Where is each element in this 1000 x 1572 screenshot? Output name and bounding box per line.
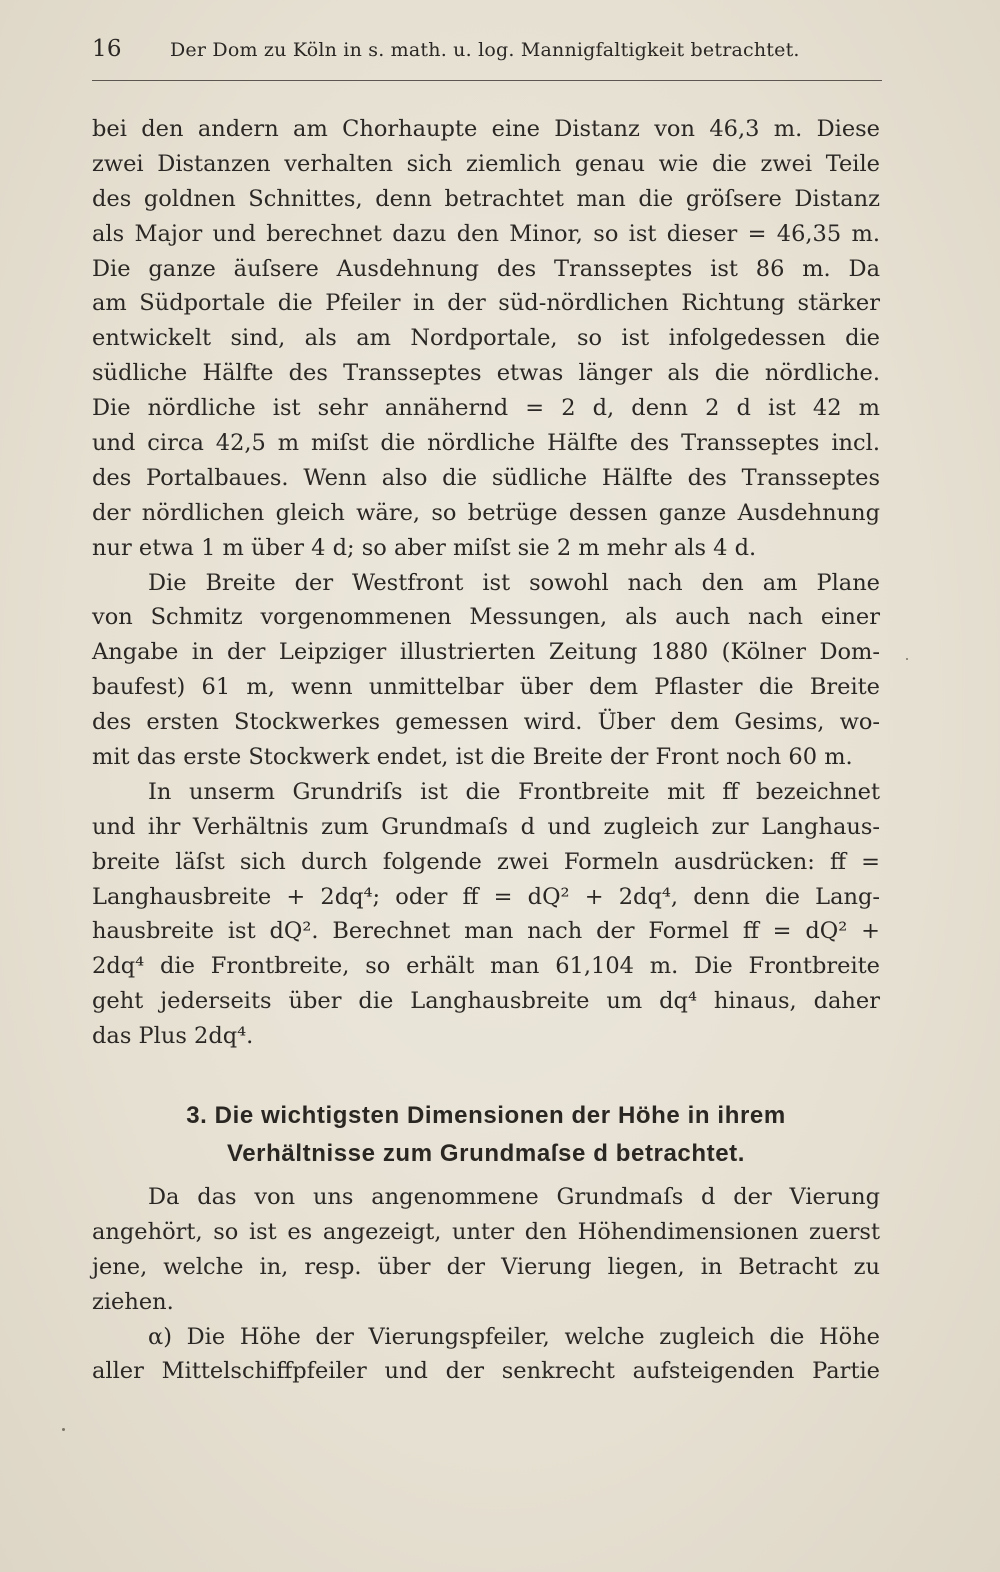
text-line: ziehen. — [92, 1288, 174, 1315]
text-line: am Südportale die Pfeiler in der süd-nördlichen Richtung stärker — [92, 290, 880, 317]
section-heading-line: Verhältnisse zum Grundmaſse d betrachtet. — [226, 1140, 746, 1167]
paper-speck — [906, 658, 908, 660]
text-line: Die nördliche ist sehr annähernd = 2 d, denn 2 d ist 42 m — [92, 395, 880, 422]
text-line: 2dq⁴ die Frontbreite, so erhält man 61,104 m. Die Frontbreite — [92, 953, 880, 980]
text-line: baufest) 61 m, wenn unmittelbar über dem Pflaster die Breite — [92, 674, 880, 701]
text-line: aller Mittelschiffpfeiler und der senkrecht aufsteigenden Partie — [92, 1358, 880, 1385]
text-line: zwei Distanzen verhalten sich ziemlich genau wie die zwei Teile — [92, 150, 880, 177]
text-line: entwickelt sind, als am Nordportale, so ist infolgedessen die — [92, 325, 880, 352]
text-line: und ihr Verhältnis zum Grundmaſs d und zugleich zur Langhaus- — [92, 813, 880, 840]
text-line: Die Breite der Westfront ist sowohl nach den am Plane — [148, 569, 880, 596]
text-line: des Portalbaues. Wenn also die südliche Hälfte des Transseptes — [92, 464, 880, 491]
text-line: als Major und berechnet dazu den Minor, so ist dieser = 46,35 m. — [92, 220, 880, 247]
text-line: bei den andern am Chorhaupte eine Distanz von 46,3 m. Diese — [92, 116, 880, 142]
text-line: Angabe in der Leipziger illustrierten Zeitung 1880 (Kölner Dom- — [92, 639, 880, 666]
paper-speck — [62, 1428, 65, 1431]
text-line: nur etwa 1 m über 4 d; so aber miſst sie 2 m mehr als 4 d. — [92, 534, 757, 561]
text-line: das Plus 2dq⁴. — [92, 1023, 254, 1050]
text-line: von Schmitz vorgenommenen Messungen, als auch nach einer — [92, 604, 880, 631]
running-title: Der Dom zu Köln in s. math. u. log. Mannigfaltigkeit betrachtet. — [170, 39, 800, 61]
text-line: südliche Hälfte des Transseptes etwas länger als die nördliche. — [92, 360, 880, 387]
text-line: des goldnen Schnittes, denn betrachtet man die gröſsere Distanz — [92, 185, 880, 212]
text-line: und circa 42,5 m miſst die nördliche Hälfte des Transseptes incl. — [92, 430, 880, 457]
body-text-section-2 — [92, 112, 880, 1054]
text-line: Langhausbreite + 2dq⁴; oder ff = dQ² + 2dq⁴, denn die Lang- — [92, 883, 880, 910]
text-line: angehört, so ist es angezeigt, unter den Höhendimensionen zuerst — [92, 1218, 880, 1245]
text-line: Da das von uns angenommene Grundmaſs d der Vierung — [148, 1184, 880, 1210]
text-line: hausbreite ist dQ². Berechnet man nach der Formel ff = dQ² + — [92, 918, 880, 945]
running-header — [92, 36, 882, 70]
text-line: jene, welche in, resp. über der Vierung liegen, in Betracht zu — [92, 1253, 880, 1280]
text-line: mit das erste Stockwerk endet, ist die Breite der Front noch 60 m. — [92, 744, 853, 771]
text-line: des ersten Stockwerkes gemessen wird. Über dem Gesims, wo- — [92, 709, 880, 736]
text-line: der nördlichen gleich wäre, so betrüge dessen ganze Ausdehnung — [92, 499, 880, 526]
header-rule — [92, 80, 882, 81]
text-line: breite läſst sich durch folgende zwei Formeln ausdrücken: ff = — [92, 848, 880, 875]
section-heading — [92, 1097, 880, 1173]
text-line: In unserm Grundriſs ist die Frontbreite mit ff bezeichnet — [148, 778, 880, 805]
text-line: geht jederseits über die Langhausbreite um dq⁴ hinaus, daher — [92, 988, 880, 1015]
body-text-section-3 — [92, 1180, 880, 1389]
section-heading-line: 3. Die wichtigsten Dimensionen der Höhe in ihrem — [186, 1102, 786, 1129]
text-line: α) Die Höhe der Vierungspfeiler, welche zugleich die Höhe — [148, 1323, 880, 1350]
page-number: 16 — [92, 36, 122, 62]
text-line: Die ganze äuſsere Ausdehnung des Transseptes ist 86 m. Da — [92, 255, 880, 282]
